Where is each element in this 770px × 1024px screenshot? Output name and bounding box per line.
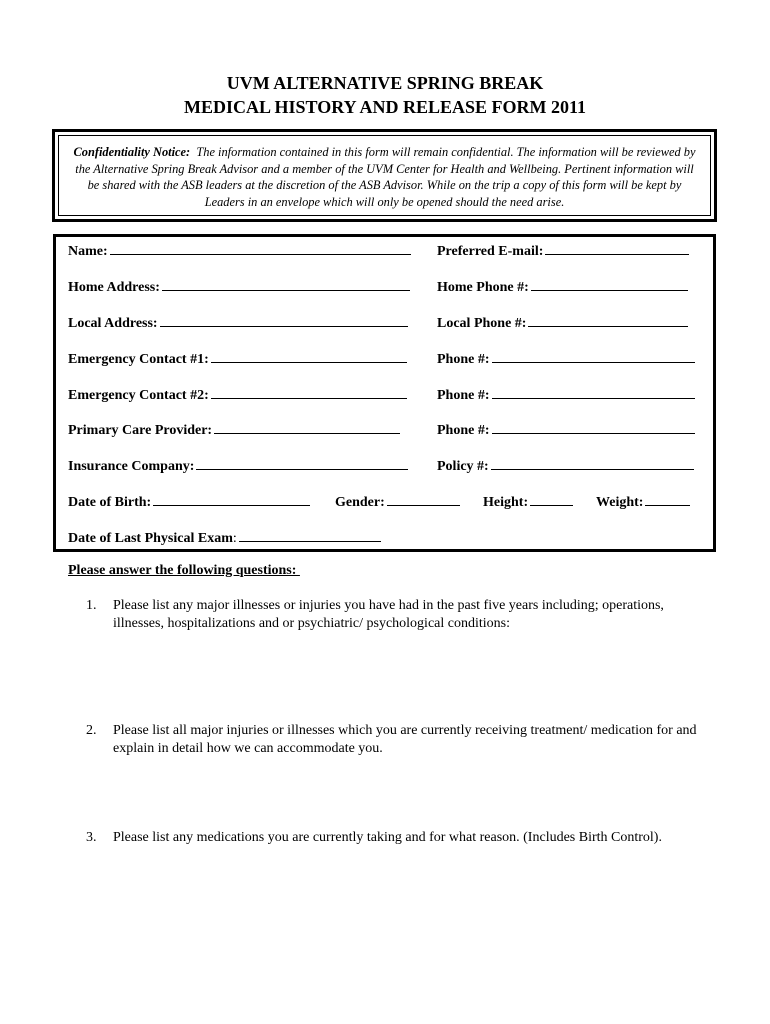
- emergency-contact-2-blank[interactable]: [211, 384, 407, 399]
- row-dob-gender-height-weight: [56, 491, 713, 511]
- weight-blank[interactable]: [645, 491, 690, 506]
- preferred-email-blank[interactable]: [545, 240, 689, 255]
- primary-care-phone-field[interactable]: [437, 419, 695, 441]
- confidentiality-notice-text: The information contained in this form will remain confidential. The information will be reviewed by the Alternative Spring Break Advisor and a member of the UVM Center for Health and Wellbeing. Pertinent information will be shared with the ASB leaders at the discretion of the ASB Advisor. While on the trip a copy of this form will be kept by Leaders in an envelope which will only be opened should the need arise.: [75, 145, 696, 209]
- questions-heading: Please answer the following questions:: [68, 563, 300, 578]
- date-of-birth-blank[interactable]: [153, 491, 310, 506]
- local-address-blank[interactable]: [160, 312, 408, 327]
- confidentiality-notice: [58, 135, 711, 216]
- row-last-physical: [56, 527, 713, 547]
- question-2-number: 2.: [86, 723, 97, 738]
- primary-care-provider-field[interactable]: [68, 419, 400, 441]
- last-physical-exam-field[interactable]: [68, 527, 381, 549]
- insurance-company-label: Insurance Company:: [68, 459, 195, 474]
- policy-number-field[interactable]: [437, 455, 694, 477]
- personal-info-section: [53, 234, 716, 552]
- insurance-company-blank[interactable]: [196, 455, 408, 470]
- last-physical-exam-blank[interactable]: [239, 527, 381, 542]
- name-blank[interactable]: [110, 240, 411, 255]
- question-2-text: Please list all major injuries or illnesses which you are currently receiving treatment/ medication for and explain in detail how we can accommodate you.: [113, 723, 697, 756]
- home-phone-blank[interactable]: [531, 276, 688, 291]
- form-title-line-1: UVM ALTERNATIVE SPRING BREAK: [226, 73, 544, 93]
- gender-field[interactable]: [335, 491, 460, 513]
- local-address-label: Local Address:: [68, 316, 158, 331]
- preferred-email-label: Preferred E-mail:: [437, 244, 544, 259]
- emergency-contact-2-field[interactable]: [68, 384, 407, 406]
- question-1-number: 1.: [86, 598, 97, 613]
- row-emergency-1: [56, 348, 713, 368]
- name-label: Name:: [68, 244, 108, 259]
- policy-number-blank[interactable]: [491, 455, 694, 470]
- preferred-email-field[interactable]: [437, 240, 689, 262]
- question-2: [86, 722, 706, 758]
- last-physical-exam-colon: :: [232, 531, 237, 546]
- question-1-text: Please list any major illnesses or injuries you have had in the past five years including; operations, illnesses, hospitalizations and or psychiatric/ psychological conditions:: [113, 598, 664, 631]
- row-insurance: [56, 455, 713, 475]
- question-3: [86, 829, 706, 847]
- row-local: [56, 312, 713, 332]
- gender-label: Gender:: [335, 495, 385, 510]
- home-phone-label: Home Phone #:: [437, 280, 529, 295]
- policy-number-label: Policy #:: [437, 459, 489, 474]
- emergency-phone-1-blank[interactable]: [492, 348, 695, 363]
- local-phone-field[interactable]: [437, 312, 688, 334]
- primary-care-provider-blank[interactable]: [214, 419, 400, 434]
- confidentiality-notice-label: Confidentiality Notice:: [73, 145, 191, 159]
- form-title-line-2: MEDICAL HISTORY AND RELEASE FORM 2011: [184, 97, 586, 117]
- row-home: [56, 276, 713, 296]
- primary-care-phone-label: Phone #:: [437, 423, 490, 438]
- row-emergency-2: [56, 384, 713, 404]
- row-primary-care: [56, 419, 713, 439]
- weight-field[interactable]: [596, 491, 690, 513]
- emergency-phone-1-label: Phone #:: [437, 352, 490, 367]
- name-field[interactable]: [68, 240, 411, 262]
- local-address-field[interactable]: [68, 312, 408, 334]
- home-address-blank[interactable]: [162, 276, 410, 291]
- height-blank[interactable]: [530, 491, 573, 506]
- question-3-number: 3.: [86, 830, 97, 845]
- home-address-label: Home Address:: [68, 280, 160, 295]
- gender-blank[interactable]: [387, 491, 460, 506]
- emergency-contact-1-label: Emergency Contact #1:: [68, 352, 209, 367]
- date-of-birth-label: Date of Birth:: [68, 495, 152, 510]
- question-1: [86, 597, 706, 633]
- home-phone-field[interactable]: [437, 276, 688, 298]
- primary-care-phone-blank[interactable]: [492, 419, 695, 434]
- emergency-contact-1-field[interactable]: [68, 348, 407, 370]
- row-name-email: [56, 240, 713, 260]
- date-of-birth-field[interactable]: [68, 491, 310, 513]
- emergency-phone-1-field[interactable]: [437, 348, 695, 370]
- local-phone-label: Local Phone #:: [437, 316, 527, 331]
- insurance-company-field[interactable]: [68, 455, 408, 477]
- emergency-phone-2-field[interactable]: [437, 384, 695, 406]
- weight-label: Weight:: [596, 495, 644, 510]
- emergency-contact-2-label: Emergency Contact #2:: [68, 388, 209, 403]
- last-physical-exam-label: Date of Last Physical Exam: [68, 531, 233, 546]
- home-address-field[interactable]: [68, 276, 410, 298]
- height-field[interactable]: [483, 491, 573, 513]
- question-3-text: Please list any medications you are currently taking and for what reason. (Includes Birth Control).: [113, 830, 662, 845]
- emergency-phone-2-blank[interactable]: [492, 384, 695, 399]
- confidentiality-notice-box: [52, 129, 717, 222]
- local-phone-blank[interactable]: [528, 312, 688, 327]
- emergency-contact-1-blank[interactable]: [211, 348, 407, 363]
- emergency-phone-2-label: Phone #:: [437, 388, 490, 403]
- primary-care-provider-label: Primary Care Provider:: [68, 423, 213, 438]
- height-label: Height:: [483, 495, 529, 510]
